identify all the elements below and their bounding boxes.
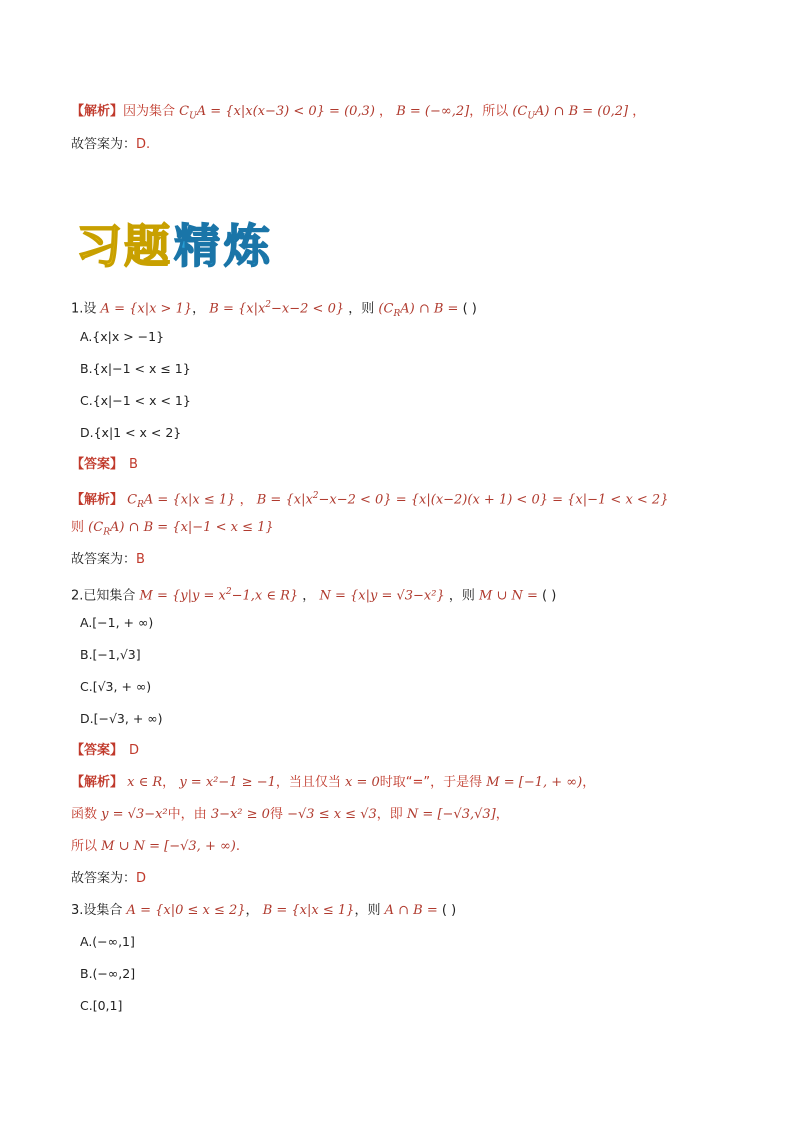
banner-char-4: 炼: [224, 219, 270, 273]
q1-final: 故答案为：B: [71, 552, 145, 567]
q2-final: 故答案为：D: [71, 871, 147, 886]
q3-option-c: C.[0,1]: [80, 998, 123, 1013]
q2-explanation-1: 【解析】 x ∈ R， y = x²−1 ≥ −1，当且仅当 x = 0时取“=”，于是得 M = [−1, + ∞)，: [71, 775, 596, 790]
q3-option-a: A.(−∞,1]: [80, 934, 135, 949]
question-2: 2.已知集合 $M = \{y|y = x^2-1,x$ ∈ R} ， N = {x|y = √3−x²} ，则 M ∪ N = ( ): [71, 587, 557, 604]
explanation-tag: 【解析】: [71, 104, 124, 119]
q2-option-d: D.[−√3, + ∞): [80, 711, 163, 726]
question-3: 3.设集合 A = {x|0 ≤ x ≤ 2}， B = {x|x ≤ 1}，则 A ∩ B = ( ): [71, 903, 457, 918]
q1-option-a: A.{x|x > −1}: [80, 329, 165, 344]
q2-explanation-2: 函数 y = √3−x²中，由 3−x² ≥ 0得 −√3 ≤ x ≤ √3，即 N = [−√3,√3]，: [71, 807, 509, 822]
q1-option-b: B.{x|−1 < x ≤ 1}: [80, 361, 191, 376]
question-1: 1.设 A = {x|x > 1}， $B = \{x|x^2-x-2 < 0\}$ ，则 $(C_RA)$ ∩ B = ( ): [71, 300, 477, 319]
q1-explanation-2: 则 $(C_RA)$ ∩ B = {x|−1 < x ≤ 1}: [71, 520, 274, 538]
prev-final-answer: 故答案为：D.: [71, 137, 151, 152]
q1-option-d: D.{x|1 < x < 2}: [80, 425, 182, 440]
q2-answer: 【答案】 D: [71, 743, 140, 758]
q2-option-c: C.[√3, + ∞): [80, 679, 152, 694]
q2-option-a: A.[−1, + ∞): [80, 615, 154, 630]
banner-art: [74, 214, 284, 276]
q2-option-b: B.[−1,√3]: [80, 647, 141, 662]
q1-explanation-1: 【解析】 $C_RA = \{x|x \le 1\}$ ， $B = \{x|x^2-x-2 < 0\} = \{x|(x-2)(x + 1) < 0\} = \{x|-1 < x < 2\}$: [71, 491, 669, 510]
banner-char-2: 题: [124, 219, 170, 273]
q1-answer: 【答案】 B: [71, 457, 138, 472]
exercise-banner: [74, 214, 284, 276]
banner-char-3: 精: [174, 219, 220, 273]
q2-explanation-3: 所以 M ∪ N = [−√3, + ∞).: [71, 839, 241, 854]
prev-explanation: 【解析】因为集合 $C_UA = \{x|x(x-3) < 0\} = (0,3)$ ， B = (−∞,2]，所以 $(C_UA)$ ∩ B = (0,2] ，: [71, 104, 646, 122]
q1-option-c: C.{x|−1 < x < 1}: [80, 393, 191, 408]
banner-char-1: 习: [76, 219, 122, 273]
q3-option-b: B.(−∞,2]: [80, 966, 136, 981]
